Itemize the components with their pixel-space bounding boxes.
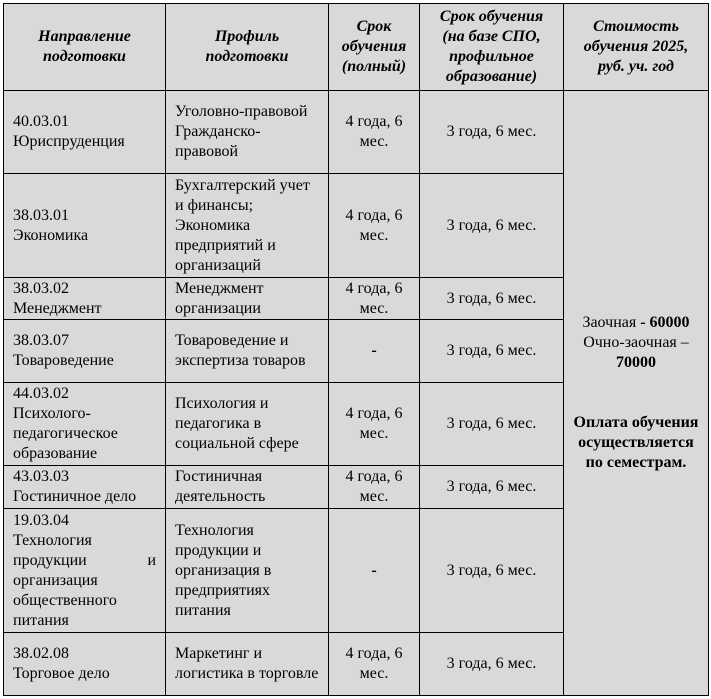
direction-code: 43.03.03 xyxy=(13,468,69,485)
profile-cell: Маркетинг и логистика в торговле xyxy=(166,633,329,696)
direction-name: Технология продукции и организация общественного питания xyxy=(13,531,156,629)
duration-full-cell: 4 года, 6 мес. xyxy=(329,91,420,174)
duration-full-cell: - xyxy=(329,320,420,383)
profile-cell: Технология продукции и организация в предприятиях питания xyxy=(166,509,329,633)
direction-name: Товароведение xyxy=(13,352,114,369)
direction-name: Торговое дело xyxy=(13,665,110,682)
direction-cell xyxy=(4,320,166,383)
duration-full-cell: 4 года, 6 мес. xyxy=(329,383,420,466)
direction-cell xyxy=(4,174,166,278)
tuition-table xyxy=(3,3,709,696)
profile-cell: Менеджмент организации xyxy=(166,278,329,320)
profile-cell: Товароведение и экспертиза товаров xyxy=(166,320,329,383)
direction-code: 44.03.02 xyxy=(13,385,69,402)
duration-spo-cell: 3 года, 6 мес. xyxy=(420,633,564,696)
duration-spo-cell: 3 года, 6 мес. xyxy=(420,320,564,383)
direction-code: 38.03.01 xyxy=(13,206,69,224)
cost-zaochnaya xyxy=(573,313,699,333)
direction-name: Менеджмент xyxy=(13,299,102,317)
duration-spo-cell: 3 года, 6 мес. xyxy=(420,91,564,174)
duration-spo-cell: 3 года, 6 мес. xyxy=(420,174,564,278)
header-direction: Направление подготовки xyxy=(4,4,166,91)
duration-full-cell: 4 года, 6 мес. xyxy=(329,633,420,696)
duration-spo-cell: 3 года, 6 мес. xyxy=(420,278,564,320)
header-cost: Стоимость обучения 2025, руб. уч. год xyxy=(564,4,709,91)
direction-cell xyxy=(4,91,166,174)
duration-spo-cell: 3 года, 6 мес. xyxy=(420,466,564,509)
direction-code: 38.03.07 xyxy=(13,332,69,349)
direction-name: Психолого-педагогическое образование xyxy=(13,405,118,462)
cost-cell xyxy=(564,91,709,696)
direction-cell xyxy=(4,278,166,320)
duration-full-cell: 4 года, 6 мес. xyxy=(329,466,420,509)
duration-full-cell: - xyxy=(329,509,420,633)
table-row xyxy=(4,91,709,174)
direction-code: 38.03.02 xyxy=(13,279,69,297)
profile-cell: Психология и педагогика в социальной сфере xyxy=(166,383,329,466)
profile-cell: Уголовно-правовой Гражданско-правовой xyxy=(166,91,329,174)
direction-name: Экономика xyxy=(13,226,89,244)
header-profile: Профиль подготовки xyxy=(166,4,329,91)
duration-spo-cell: 3 года, 6 мес. xyxy=(420,509,564,633)
direction-cell xyxy=(4,383,166,466)
duration-spo-cell: 3 года, 6 мес. xyxy=(420,383,564,466)
direction-cell xyxy=(4,633,166,696)
direction-code: 19.03.04 xyxy=(13,511,69,529)
direction-name: Юриспруденция xyxy=(13,133,125,150)
cost-ochno-value: 70000 xyxy=(616,354,656,371)
direction-code: 38.02.08 xyxy=(13,645,69,662)
duration-full-cell: 4 года, 6 мес. xyxy=(329,278,420,320)
profile-cell: Бухгалтерский учет и финансы; Экономика предприятий и организаций xyxy=(166,174,329,278)
payment-note: Оплата обучения осуществляется по семестрам. xyxy=(573,414,699,471)
direction-cell xyxy=(4,509,166,633)
header-duration-spo: Срок обучения (на базе СПО, профильное образование) xyxy=(420,4,564,91)
direction-cell xyxy=(4,466,166,509)
cost-ochno-label: Очно-заочная – xyxy=(583,334,689,351)
header-duration-full: Срок обучения (полный) xyxy=(329,4,420,91)
duration-full-cell: 4 года, 6 мес. xyxy=(329,174,420,278)
cost-zaochnaya-value: - 60000 xyxy=(640,314,690,331)
direction-name: Гостиничное дело xyxy=(13,488,137,505)
direction-code: 40.03.01 xyxy=(13,113,69,130)
cost-zaochnaya-label: Заочная xyxy=(582,314,637,331)
header-row xyxy=(4,4,709,91)
profile-cell: Гостиничная деятельность xyxy=(166,466,329,509)
